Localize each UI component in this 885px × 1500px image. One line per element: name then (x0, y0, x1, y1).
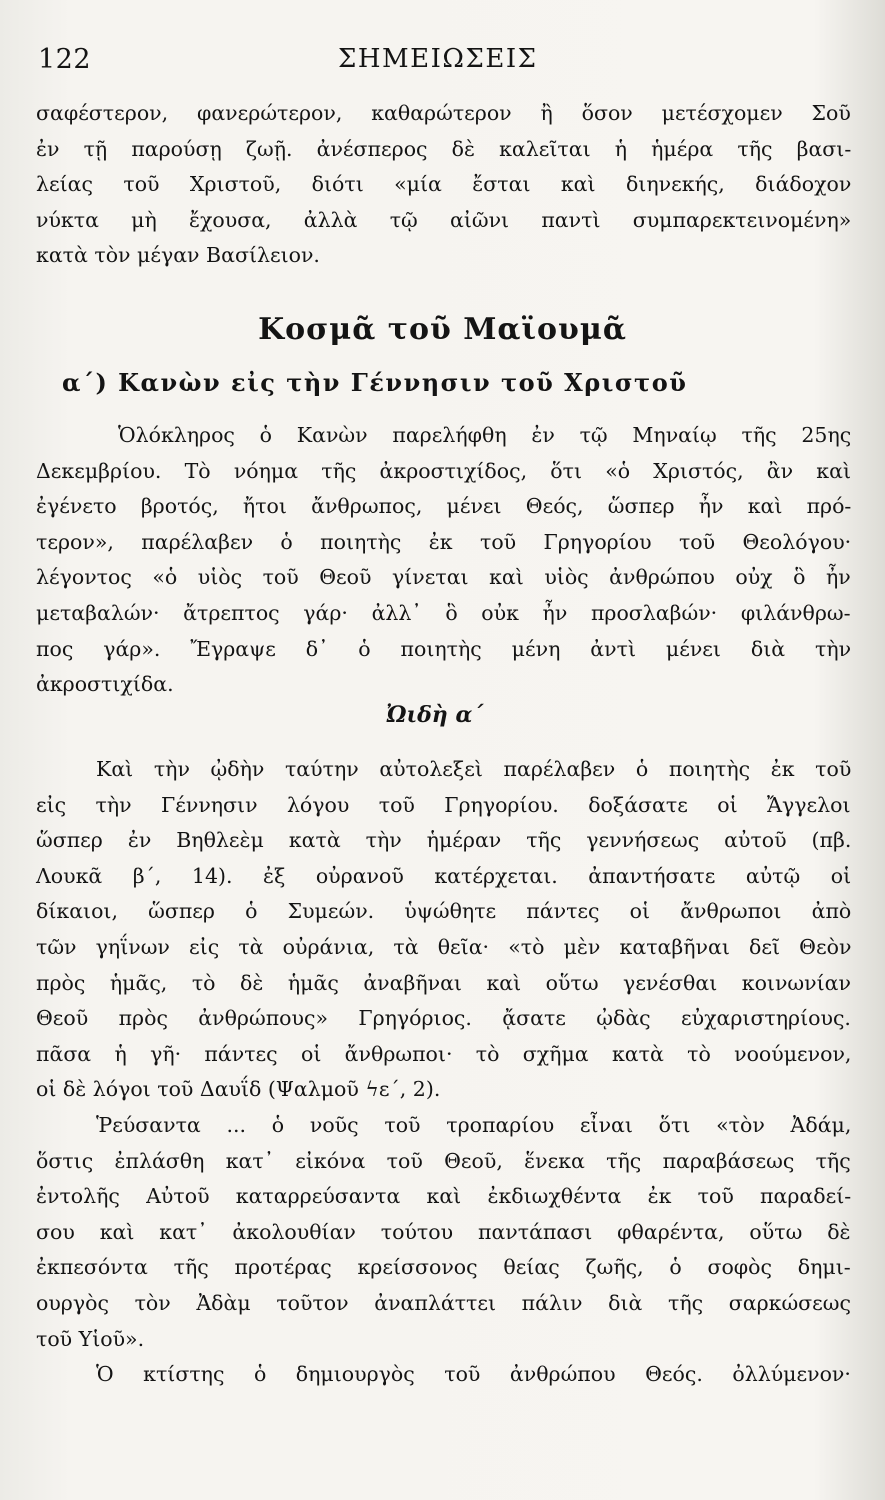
text-line: σαφέστερον, φανερώτερον, καθαρώτερον ἢ ὅσον μετέσχομεν Σοῦ (36, 101, 851, 125)
text-line: λέγοντος «ὁ υἱὸς τοῦ Θεοῦ γίνεται καὶ υἱὸς ἀνθρώπου οὐχ ὃ ἦν (36, 565, 851, 590)
author-heading: Κοσμᾶ τοῦ Μαϊουμᾶ (258, 312, 627, 347)
text-line: Ῥεύσαντα ... ὁ νοῦς τοῦ τροπαρίου εἶναι ὅτι «τὸν Ἀδάμ, (96, 1112, 852, 1137)
text-line: εἰς τὴν Γέννησιν λόγου τοῦ Γρηγορίου. δοξάσατε οἱ Ἄγγελοι (36, 792, 851, 817)
text-line: δίκαιοι, ὥσπερ ὁ Συμεών. ὑψώθητε πάντες οἱ ἄνθρωποι ἀπὸ (36, 899, 852, 924)
text-line: ὅστις ἐπλάσθη κατ᾿ εἰκόνα τοῦ Θεοῦ, ἕνεκα τῆς παραβάσεως τῆς (36, 1148, 851, 1173)
text-line: ἐντολῆς Αὐτοῦ καταρρεύσαντα καὶ ἐκδιωχθέντα ἐκ τοῦ παραδεί- (36, 1184, 852, 1209)
ode-commentary (36, 752, 851, 1393)
text-line: πος γάρ». Ἔγραψε δ᾿ ὁ ποιητὴς μένη ἀντὶ μένει διὰ τὴν (36, 636, 852, 661)
text-line: Δεκεμβρίου. Τὸ νόημα τῆς ἀκροστιχίδος, ὅτι «ὁ Χριστός, ἂν καὶ (36, 458, 851, 483)
text-line: κατὰ τὸν μέγαν Βασίλειον. (36, 243, 320, 268)
ode-title: Ὠιδὴ α΄ (386, 702, 484, 728)
text-line: ὥσπερ ἐν Βηθλεὲμ κατὰ τὴν ἡμέραν τῆς γεννήσεως αὐτοῦ (πβ. (36, 828, 852, 853)
top-paragraph (36, 96, 851, 274)
running-title: ΣΗΜΕΙΩΣΕΙΣ (338, 44, 538, 74)
text-line: Καὶ τὴν ᾠδὴν ταύτην αὐτολεξεὶ παρέλαβεν ὁ ποιητὴς ἐκ τοῦ (96, 757, 852, 781)
text-line: μεταβαλών· ἄτρεπτος γάρ· ἀλλ᾿ ὃ οὐκ ἦν προσλαβών· φιλάνθρω- (36, 600, 851, 625)
canon-heading: α΄) Κανὼν εἰς τὴν Γέννησιν τοῦ Χριστοῦ (62, 368, 688, 397)
text-line: ἐκπεσόντα τῆς προτέρας κρείσσονος θείας ζωῆς, ὁ σοφὸς δημι- (36, 1255, 851, 1280)
text-line: τοῦ Υἱοῦ». (36, 1326, 145, 1351)
text-line: πᾶσα ἡ γῆ· πάντες οἱ ἄνθρωποι· τὸ σχῆμα κατὰ τὸ νοούμενον, (36, 1041, 852, 1066)
text-line: σου καὶ κατ᾿ ἀκολουθίαν τούτου παντάπασι φθαρέντα, οὕτω δὲ (36, 1219, 851, 1244)
canon-paragraph (36, 418, 851, 703)
text-line: Ὁ κτίστης ὁ δημιουργὸς τοῦ ἀνθρώπου Θεός. ὀλλύμενον· (96, 1362, 851, 1387)
text-line: οἱ δὲ λόγοι τοῦ Δαυΐδ (Ψαλμοῦ ϟε΄, 2). (36, 1077, 441, 1102)
text-line: ἐν τῇ παρούσῃ ζωῇ. ἀνέσπερος δὲ καλεῖται ἡ ἡμέρα τῆς βασι- (36, 136, 852, 161)
text-line: τῶν γηΐνων εἰς τὰ οὐράνια, τὰ θεῖα· «τὸ μὲν καταβῆναι δεῖ Θεὸν (36, 934, 852, 959)
text-line: ἀκροστιχίδα. (36, 672, 174, 697)
text-line: ουργὸς τὸν Ἀδὰμ τοῦτον ἀναπλάττει πάλιν διὰ τῆς σαρκώσεως (36, 1290, 851, 1315)
text-line: λείας τοῦ Χριστοῦ, διότι «μία ἔσται καὶ διηνεκής, διάδοχον (36, 172, 852, 197)
text-line: πρὸς ἡμᾶς, τὸ δὲ ἡμᾶς ἀναβῆναι καὶ οὕτω γενέσθαι κοινωνίαν (36, 970, 851, 995)
text-line: Ὁλόκληρος ὁ Κανὼν παρελήφθη ἐν τῷ Μηναίῳ τῆς 25ης (118, 423, 852, 447)
text-line: ἐγένετο βροτός, ἤτοι ἄνθρωπος, μένει Θεός, ὥσπερ ἦν καὶ πρό- (36, 494, 852, 519)
text-line: τερον», παρέλαβεν ὁ ποιητὴς ἐκ τοῦ Γρηγορίου τοῦ Θεολόγου· (36, 529, 852, 554)
running-header (38, 44, 845, 84)
text-line: Θεοῦ πρὸς ἀνθρώπους» Γρηγόριος. ᾄσατε ᾠδὰς εὐχαριστηρίους. (36, 1006, 851, 1031)
page-number: 122 (38, 44, 92, 75)
text-line: Λουκᾶ β΄, 14). ἐξ οὐρανοῦ κατέρχεται. ἀπαντήσατε αὐτῷ οἱ (36, 863, 852, 888)
text-line: νύκτα μὴ ἔχουσα, ἀλλὰ τῷ αἰῶνι παντὶ συμπαρεκτεινομένη» (36, 207, 852, 232)
